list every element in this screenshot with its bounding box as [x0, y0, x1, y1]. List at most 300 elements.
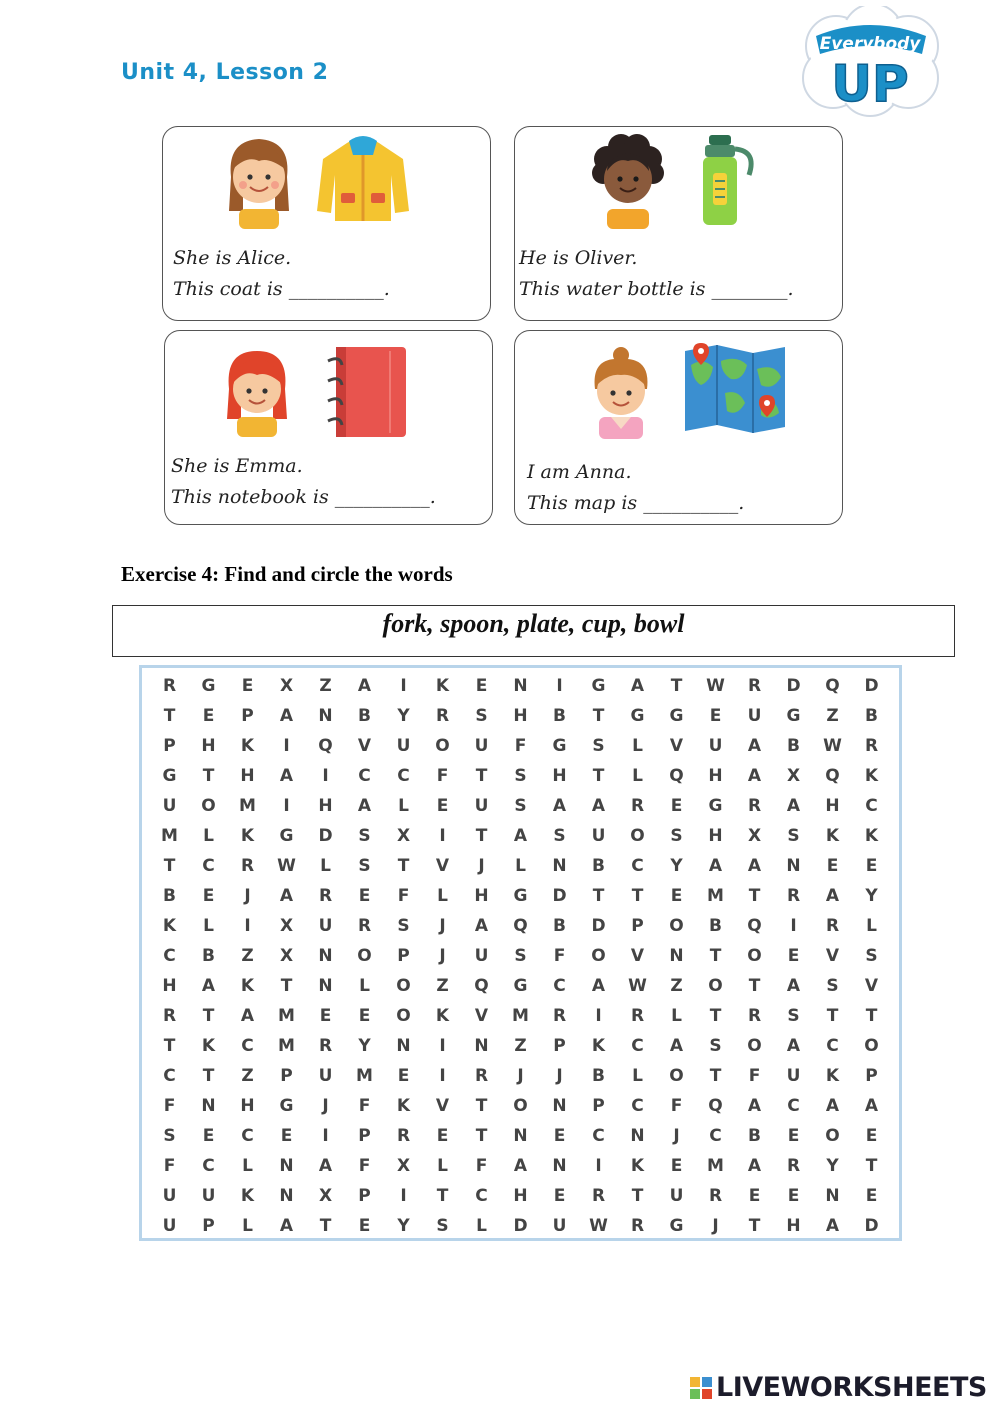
grid-letter[interactable]: A — [357, 796, 372, 816]
grid-letter[interactable]: N — [474, 1036, 489, 1056]
grid-letter[interactable]: E — [397, 1066, 410, 1086]
grid-letter[interactable]: U — [162, 796, 177, 816]
grid-letter[interactable]: A — [747, 766, 762, 786]
grid-letter[interactable]: J — [439, 946, 446, 966]
grid-letter[interactable]: R — [747, 676, 762, 696]
grid-letter[interactable]: C — [358, 766, 371, 786]
grid-letter[interactable]: A — [825, 886, 840, 906]
grid-letter[interactable]: N — [513, 676, 528, 696]
grid-letter[interactable]: O — [669, 1066, 684, 1086]
grid-letter[interactable]: S — [358, 826, 371, 846]
grid-letter[interactable]: K — [864, 766, 879, 786]
grid-letter[interactable]: A — [786, 796, 801, 816]
grid-letter[interactable]: D — [864, 1216, 879, 1236]
grid-letter[interactable]: B — [163, 886, 176, 906]
grid-letter[interactable]: E — [436, 1126, 449, 1146]
grid-letter[interactable]: E — [358, 886, 371, 906]
grid-letter[interactable]: E — [865, 1186, 878, 1206]
grid-letter[interactable]: A — [357, 676, 372, 696]
grid-letter[interactable]: R — [708, 1186, 723, 1206]
grid-letter[interactable]: O — [201, 796, 216, 816]
grid-letter[interactable]: U — [396, 736, 411, 756]
grid-letter[interactable]: E — [358, 1216, 371, 1236]
grid-letter[interactable]: Z — [241, 946, 254, 966]
grid-letter[interactable]: J — [517, 1066, 524, 1086]
grid-letter[interactable]: L — [242, 1216, 253, 1236]
grid-letter[interactable]: C — [163, 1066, 176, 1086]
grid-letter[interactable]: Q — [825, 766, 840, 786]
grid-letter[interactable]: G — [279, 1096, 294, 1116]
grid-letter[interactable]: E — [202, 706, 215, 726]
grid-letter[interactable]: P — [163, 736, 176, 756]
grid-letter[interactable]: K — [591, 1036, 606, 1056]
grid-letter[interactable]: N — [552, 1096, 567, 1116]
grid-letter[interactable]: T — [709, 1066, 722, 1086]
grid-letter[interactable]: T — [748, 1216, 761, 1236]
grid-letter[interactable]: G — [162, 766, 177, 786]
grid-letter[interactable]: P — [202, 1216, 215, 1236]
grid-letter[interactable]: D — [513, 1216, 528, 1236]
grid-letter[interactable]: V — [630, 946, 645, 966]
grid-letter[interactable]: E — [280, 1126, 293, 1146]
grid-letter[interactable]: X — [396, 826, 411, 846]
grid-letter[interactable]: T — [319, 1216, 332, 1236]
grid-letter[interactable]: A — [747, 1096, 762, 1116]
grid-letter[interactable]: S — [553, 826, 566, 846]
grid-letter[interactable]: A — [513, 826, 528, 846]
grid-letter[interactable]: E — [358, 1006, 371, 1026]
grid-letter[interactable]: G — [669, 706, 684, 726]
grid-letter[interactable]: N — [279, 1156, 294, 1176]
grid-letter[interactable]: O — [630, 826, 645, 846]
grid-letter[interactable]: O — [825, 1126, 840, 1146]
grid-letter[interactable]: T — [475, 826, 488, 846]
grid-letter[interactable]: L — [242, 1156, 253, 1176]
grid-letter[interactable]: T — [202, 766, 215, 786]
grid-letter[interactable]: O — [513, 1096, 528, 1116]
grid-letter[interactable]: G — [630, 706, 645, 726]
grid-letter[interactable]: T — [592, 766, 605, 786]
grid-letter[interactable]: L — [866, 916, 877, 936]
grid-letter[interactable]: H — [708, 826, 723, 846]
grid-letter[interactable]: W — [277, 856, 296, 876]
grid-letter[interactable]: U — [474, 946, 489, 966]
grid-letter[interactable]: C — [826, 1036, 839, 1056]
grid-letter[interactable]: Y — [865, 886, 878, 906]
grid-letter[interactable]: U — [591, 826, 606, 846]
grid-letter[interactable]: C — [241, 1126, 254, 1146]
grid-letter[interactable]: K — [240, 1186, 255, 1206]
grid-letter[interactable]: H — [318, 796, 333, 816]
grid-letter[interactable]: R — [162, 1006, 177, 1026]
grid-letter[interactable]: A — [513, 1156, 528, 1176]
grid-letter[interactable]: U — [201, 1186, 216, 1206]
grid-letter[interactable]: L — [437, 1156, 448, 1176]
grid-letter[interactable]: B — [202, 946, 215, 966]
grid-letter[interactable]: T — [592, 886, 605, 906]
grid-letter[interactable]: J — [556, 1066, 563, 1086]
grid-letter[interactable]: A — [708, 856, 723, 876]
grid-letter[interactable]: K — [201, 1036, 216, 1056]
grid-letter[interactable]: B — [553, 916, 566, 936]
grid-letter[interactable]: R — [318, 886, 333, 906]
grid-letter[interactable]: W — [628, 976, 647, 996]
grid-letter[interactable]: N — [396, 1036, 411, 1056]
grid-letter[interactable]: U — [552, 1216, 567, 1236]
grid-letter[interactable]: R — [396, 1126, 411, 1146]
grid-letter[interactable]: K — [240, 736, 255, 756]
grid-letter[interactable]: F — [358, 1096, 371, 1116]
grid-letter[interactable]: H — [825, 796, 840, 816]
grid-letter[interactable]: R — [864, 736, 879, 756]
grid-letter[interactable]: Z — [436, 976, 449, 996]
grid-letter[interactable]: U — [162, 1216, 177, 1236]
grid-letter[interactable]: A — [786, 976, 801, 996]
grid-letter[interactable]: T — [631, 886, 644, 906]
grid-letter[interactable]: F — [475, 1156, 488, 1176]
grid-letter[interactable]: H — [201, 736, 216, 756]
grid-letter[interactable]: U — [669, 1186, 684, 1206]
grid-letter[interactable]: A — [201, 976, 216, 996]
grid-letter[interactable]: C — [202, 856, 215, 876]
grid-letter[interactable]: E — [670, 1156, 683, 1176]
grid-letter[interactable]: T — [163, 1036, 176, 1056]
grid-letter[interactable]: F — [397, 886, 410, 906]
grid-letter[interactable]: Q — [474, 976, 489, 996]
grid-letter[interactable]: R — [318, 1036, 333, 1056]
grid-letter[interactable]: C — [202, 1156, 215, 1176]
grid-letter[interactable]: L — [203, 916, 214, 936]
grid-letter[interactable]: E — [787, 1126, 800, 1146]
grid-letter[interactable]: A — [825, 1096, 840, 1116]
grid-letter[interactable]: Z — [241, 1066, 254, 1086]
grid-letter[interactable]: A — [747, 856, 762, 876]
grid-letter[interactable]: R — [357, 916, 372, 936]
grid-letter[interactable]: S — [670, 826, 683, 846]
grid-letter[interactable]: U — [318, 1066, 333, 1086]
grid-letter[interactable]: I — [595, 1006, 602, 1026]
grid-letter[interactable]: M — [707, 886, 724, 906]
grid-letter[interactable]: K — [240, 976, 255, 996]
grid-letter[interactable]: S — [865, 946, 878, 966]
grid-letter[interactable]: A — [240, 1006, 255, 1026]
grid-letter[interactable]: R — [630, 1216, 645, 1236]
grid-letter[interactable]: L — [632, 1066, 643, 1086]
grid-letter[interactable]: S — [709, 1036, 722, 1056]
grid-letter[interactable]: V — [825, 946, 840, 966]
grid-letter[interactable]: N — [201, 1096, 216, 1116]
grid-letter[interactable]: N — [279, 1186, 294, 1206]
grid-letter[interactable]: R — [747, 1006, 762, 1026]
grid-letter[interactable]: N — [318, 706, 333, 726]
grid-letter[interactable]: I — [439, 826, 446, 846]
grid-letter[interactable]: K — [825, 826, 840, 846]
grid-letter[interactable]: O — [708, 976, 723, 996]
grid-letter[interactable]: E — [865, 856, 878, 876]
grid-letter[interactable]: F — [358, 1156, 371, 1176]
grid-letter[interactable]: X — [279, 946, 294, 966]
grid-letter[interactable]: I — [283, 736, 290, 756]
grid-letter[interactable]: S — [358, 856, 371, 876]
grid-letter[interactable]: I — [244, 916, 251, 936]
grid-letter[interactable]: X — [786, 766, 801, 786]
grid-letter[interactable]: J — [478, 856, 485, 876]
grid-letter[interactable]: Y — [397, 706, 410, 726]
grid-letter[interactable]: B — [553, 706, 566, 726]
grid-letter[interactable]: F — [514, 736, 527, 756]
grid-letter[interactable]: M — [278, 1006, 295, 1026]
grid-letter[interactable]: J — [712, 1216, 719, 1236]
grid-letter[interactable]: F — [670, 1096, 683, 1116]
grid-letter[interactable]: A — [747, 736, 762, 756]
grid-letter[interactable]: C — [475, 1186, 488, 1206]
grid-letter[interactable]: K — [864, 826, 879, 846]
grid-letter[interactable]: H — [786, 1216, 801, 1236]
grid-letter[interactable]: H — [513, 1186, 528, 1206]
grid-letter[interactable]: N — [786, 856, 801, 876]
grid-letter[interactable]: H — [474, 886, 489, 906]
grid-letter[interactable]: F — [553, 946, 566, 966]
grid-letter[interactable]: Z — [826, 706, 839, 726]
grid-letter[interactable]: S — [436, 1216, 449, 1236]
grid-letter[interactable]: N — [318, 946, 333, 966]
grid-letter[interactable]: G — [708, 796, 723, 816]
grid-letter[interactable]: I — [322, 1126, 329, 1146]
grid-letter[interactable]: D — [864, 676, 879, 696]
grid-letter[interactable]: K — [435, 676, 450, 696]
grid-letter[interactable]: B — [865, 706, 878, 726]
grid-letter[interactable]: R — [162, 676, 177, 696]
grid-letter[interactable]: X — [279, 676, 294, 696]
grid-letter[interactable]: N — [825, 1186, 840, 1206]
grid-letter[interactable]: E — [865, 1126, 878, 1146]
grid-letter[interactable]: T — [397, 856, 410, 876]
grid-letter[interactable]: U — [786, 1066, 801, 1086]
grid-letter[interactable]: A — [318, 1156, 333, 1176]
grid-letter[interactable]: C — [709, 1126, 722, 1146]
grid-letter[interactable]: E — [475, 676, 488, 696]
grid-letter[interactable]: R — [591, 1186, 606, 1206]
grid-letter[interactable]: T — [592, 706, 605, 726]
grid-letter[interactable]: U — [747, 706, 762, 726]
grid-letter[interactable]: Q — [669, 766, 684, 786]
grid-letter[interactable]: J — [673, 1126, 680, 1146]
grid-letter[interactable]: R — [630, 796, 645, 816]
grid-letter[interactable]: G — [513, 976, 528, 996]
grid-letter[interactable]: E — [826, 856, 839, 876]
grid-letter[interactable]: B — [592, 1066, 605, 1086]
grid-letter[interactable]: T — [865, 1006, 878, 1026]
grid-letter[interactable]: H — [240, 766, 255, 786]
grid-letter[interactable]: V — [435, 1096, 450, 1116]
grid-letter[interactable]: V — [669, 736, 684, 756]
grid-letter[interactable]: C — [592, 1126, 605, 1146]
grid-letter[interactable]: R — [552, 1006, 567, 1026]
grid-letter[interactable]: O — [864, 1036, 879, 1056]
grid-letter[interactable]: B — [748, 1126, 761, 1146]
grid-letter[interactable]: T — [670, 676, 683, 696]
grid-letter[interactable]: T — [709, 1006, 722, 1026]
grid-letter[interactable]: B — [709, 916, 722, 936]
grid-letter[interactable]: K — [435, 1006, 450, 1026]
grid-letter[interactable]: L — [632, 766, 643, 786]
grid-letter[interactable]: V — [357, 736, 372, 756]
grid-letter[interactable]: A — [591, 976, 606, 996]
grid-letter[interactable]: X — [279, 916, 294, 936]
grid-letter[interactable]: T — [865, 1156, 878, 1176]
grid-letter[interactable]: O — [669, 916, 684, 936]
grid-letter[interactable]: I — [439, 1036, 446, 1056]
grid-letter[interactable]: X — [318, 1186, 333, 1206]
grid-letter[interactable]: A — [825, 1216, 840, 1236]
grid-letter[interactable]: C — [631, 856, 644, 876]
grid-letter[interactable]: N — [552, 1156, 567, 1176]
grid-letter[interactable]: L — [359, 976, 370, 996]
grid-letter[interactable]: Q — [708, 1096, 723, 1116]
grid-letter[interactable]: X — [396, 1156, 411, 1176]
grid-letter[interactable]: R — [435, 706, 450, 726]
grid-letter[interactable]: C — [397, 766, 410, 786]
grid-letter[interactable]: A — [474, 916, 489, 936]
grid-letter[interactable]: A — [279, 706, 294, 726]
grid-letter[interactable]: F — [748, 1066, 761, 1086]
grid-letter[interactable]: N — [669, 946, 684, 966]
grid-letter[interactable]: E — [787, 1186, 800, 1206]
grid-letter[interactable]: F — [163, 1096, 176, 1116]
grid-letter[interactable]: P — [865, 1066, 878, 1086]
grid-letter[interactable]: J — [439, 916, 446, 936]
grid-letter[interactable]: I — [790, 916, 797, 936]
grid-letter[interactable]: U — [474, 736, 489, 756]
grid-letter[interactable]: P — [280, 1066, 293, 1086]
grid-letter[interactable]: M — [239, 796, 256, 816]
grid-letter[interactable]: I — [322, 766, 329, 786]
grid-letter[interactable]: A — [786, 1036, 801, 1056]
grid-letter[interactable]: I — [595, 1156, 602, 1176]
grid-letter[interactable]: K — [162, 916, 177, 936]
grid-letter[interactable]: I — [283, 796, 290, 816]
grid-letter[interactable]: A — [279, 886, 294, 906]
grid-letter[interactable]: P — [358, 1186, 371, 1206]
grid-letter[interactable]: Y — [670, 856, 683, 876]
grid-letter[interactable]: G — [669, 1216, 684, 1236]
grid-letter[interactable]: S — [787, 826, 800, 846]
grid-letter[interactable]: Q — [825, 676, 840, 696]
grid-letter[interactable]: G — [513, 886, 528, 906]
grid-letter[interactable]: S — [163, 1126, 176, 1146]
grid-letter[interactable]: G — [552, 736, 567, 756]
grid-letter[interactable]: E — [241, 676, 254, 696]
grid-letter[interactable]: T — [163, 706, 176, 726]
grid-letter[interactable]: I — [400, 1186, 407, 1206]
grid-letter[interactable]: L — [515, 856, 526, 876]
grid-letter[interactable]: X — [747, 826, 762, 846]
grid-letter[interactable]: A — [591, 796, 606, 816]
grid-letter[interactable]: T — [280, 976, 293, 996]
grid-letter[interactable]: Z — [319, 676, 332, 696]
grid-letter[interactable]: U — [318, 916, 333, 936]
grid-letter[interactable]: W — [823, 736, 842, 756]
grid-letter[interactable]: S — [514, 946, 527, 966]
grid-letter[interactable]: O — [747, 1036, 762, 1056]
grid-letter[interactable]: C — [787, 1096, 800, 1116]
grid-letter[interactable]: E — [709, 706, 722, 726]
grid-letter[interactable]: C — [241, 1036, 254, 1056]
grid-letter[interactable]: A — [864, 1096, 879, 1116]
grid-letter[interactable]: U — [162, 1186, 177, 1206]
grid-letter[interactable]: T — [202, 1006, 215, 1026]
grid-letter[interactable]: S — [514, 766, 527, 786]
grid-letter[interactable]: O — [396, 1006, 411, 1026]
grid-letter[interactable]: T — [826, 1006, 839, 1026]
grid-letter[interactable]: D — [591, 916, 606, 936]
grid-letter[interactable]: E — [787, 946, 800, 966]
grid-letter[interactable]: O — [591, 946, 606, 966]
grid-letter[interactable]: P — [592, 1096, 605, 1116]
grid-letter[interactable]: K — [396, 1096, 411, 1116]
grid-letter[interactable]: B — [787, 736, 800, 756]
grid-letter[interactable]: P — [553, 1036, 566, 1056]
grid-letter[interactable]: T — [475, 1096, 488, 1116]
grid-letter[interactable]: Z — [514, 1036, 527, 1056]
grid-letter[interactable]: C — [163, 946, 176, 966]
grid-letter[interactable]: A — [669, 1036, 684, 1056]
grid-letter[interactable]: E — [670, 796, 683, 816]
grid-letter[interactable]: L — [476, 1216, 487, 1236]
grid-letter[interactable]: U — [474, 796, 489, 816]
grid-letter[interactable]: P — [631, 916, 644, 936]
grid-letter[interactable]: D — [318, 826, 333, 846]
grid-letter[interactable]: J — [244, 886, 251, 906]
grid-letter[interactable]: T — [748, 976, 761, 996]
grid-letter[interactable]: H — [513, 706, 528, 726]
grid-letter[interactable]: R — [630, 1006, 645, 1026]
grid-letter[interactable]: K — [630, 1156, 645, 1176]
grid-letter[interactable]: Q — [513, 916, 528, 936]
grid-letter[interactable]: L — [437, 886, 448, 906]
grid-letter[interactable]: R — [474, 1066, 489, 1086]
grid-letter[interactable]: S — [826, 976, 839, 996]
grid-letter[interactable]: Q — [747, 916, 762, 936]
grid-letter[interactable]: G — [279, 826, 294, 846]
grid-letter[interactable]: P — [358, 1126, 371, 1146]
grid-letter[interactable]: S — [592, 736, 605, 756]
grid-letter[interactable]: D — [552, 886, 567, 906]
grid-letter[interactable]: J — [322, 1096, 329, 1116]
grid-letter[interactable]: O — [396, 976, 411, 996]
grid-letter[interactable]: R — [786, 886, 801, 906]
grid-letter[interactable]: M — [707, 1156, 724, 1176]
grid-letter[interactable]: E — [553, 1126, 566, 1146]
grid-letter[interactable]: D — [786, 676, 801, 696]
grid-letter[interactable]: T — [202, 1066, 215, 1086]
grid-letter[interactable]: B — [358, 706, 371, 726]
grid-letter[interactable]: T — [709, 946, 722, 966]
grid-letter[interactable]: Y — [826, 1156, 839, 1176]
grid-letter[interactable]: A — [552, 796, 567, 816]
grid-letter[interactable]: S — [787, 1006, 800, 1026]
grid-letter[interactable]: S — [514, 796, 527, 816]
grid-letter[interactable]: E — [748, 1186, 761, 1206]
grid-letter[interactable]: E — [436, 796, 449, 816]
grid-letter[interactable]: R — [240, 856, 255, 876]
grid-letter[interactable]: S — [397, 916, 410, 936]
grid-letter[interactable]: K — [825, 1066, 840, 1086]
grid-letter[interactable]: E — [319, 1006, 332, 1026]
grid-letter[interactable]: Y — [397, 1216, 410, 1236]
grid-letter[interactable]: G — [786, 706, 801, 726]
grid-letter[interactable]: E — [553, 1186, 566, 1206]
